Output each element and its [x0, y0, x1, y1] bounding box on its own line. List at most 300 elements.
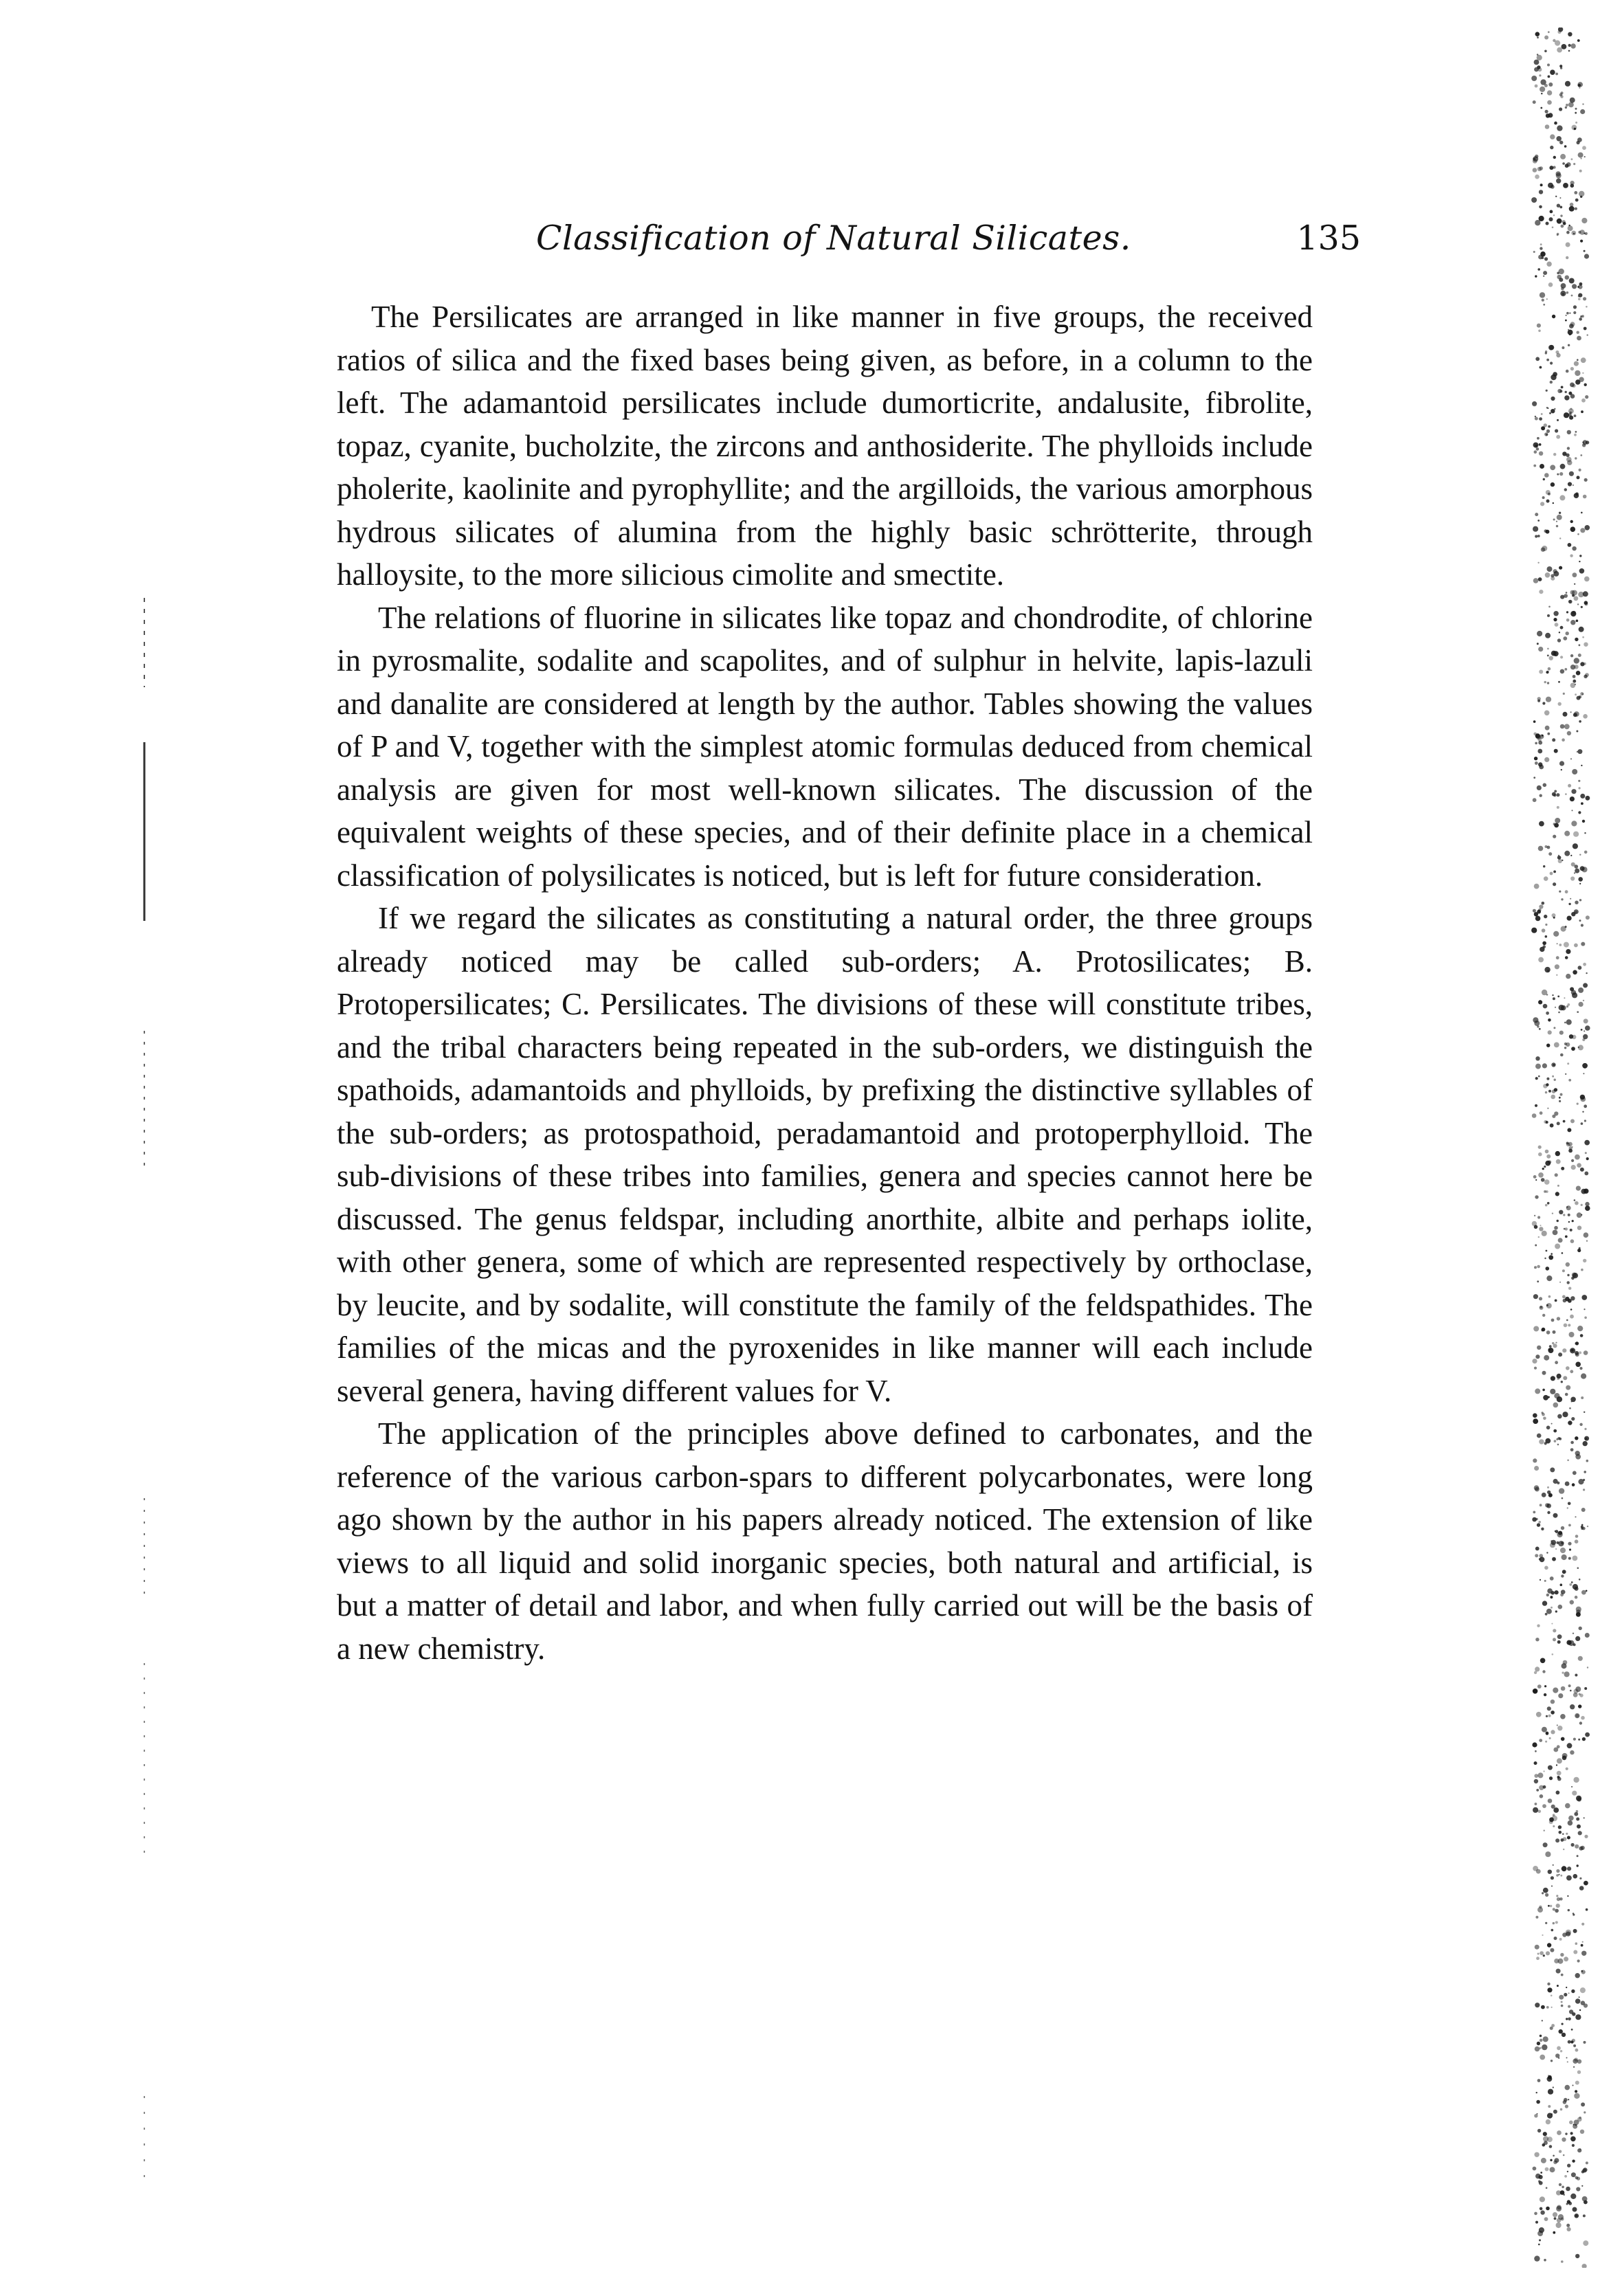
speckle — [1532, 1359, 1537, 1363]
speckle — [1570, 1690, 1572, 1692]
speckle — [1546, 1330, 1551, 1335]
speckle — [1533, 1866, 1538, 1871]
speckle — [1569, 206, 1575, 212]
speckle — [1542, 299, 1544, 302]
speckle — [1534, 1779, 1538, 1783]
speckle — [1568, 2099, 1569, 2100]
speckle — [1561, 283, 1566, 289]
speckle — [1546, 671, 1548, 673]
speckle — [1567, 1274, 1569, 1276]
speckle — [1533, 1807, 1538, 1813]
speckle — [1557, 1777, 1562, 1781]
speckle — [1569, 1583, 1572, 1586]
speckle — [1562, 346, 1564, 349]
speckle — [1580, 240, 1583, 243]
speckle — [1553, 2231, 1555, 2234]
speckle — [1545, 1150, 1549, 1154]
speckle — [1566, 974, 1570, 979]
speckle — [1569, 1407, 1571, 1409]
speckle — [1577, 1825, 1581, 1829]
speckle — [1556, 1874, 1559, 1877]
speckle — [1582, 693, 1584, 695]
speckle — [1532, 1221, 1537, 1226]
speckle — [1578, 153, 1584, 158]
speckle — [1551, 409, 1555, 413]
speckle — [1568, 1221, 1570, 1223]
speckle — [1557, 1185, 1559, 1187]
speckle — [1577, 2177, 1580, 2181]
speckle — [1556, 435, 1560, 439]
speckle — [1537, 36, 1539, 38]
speckle — [1568, 1287, 1571, 1290]
speckle — [1569, 2009, 1573, 2014]
speckle — [1565, 1803, 1570, 1809]
speckle — [1549, 2145, 1553, 2148]
speckle — [1546, 1155, 1551, 1159]
speckle — [1575, 1587, 1579, 1591]
speckle — [1538, 846, 1544, 851]
speckle — [1558, 1605, 1563, 1609]
speckle — [1572, 1483, 1575, 1486]
speckle — [1538, 1146, 1542, 1149]
speckle — [1567, 1743, 1573, 1748]
speckle — [1568, 1640, 1574, 1646]
speckle — [1535, 761, 1538, 765]
speckle — [1569, 416, 1573, 420]
speckle — [1535, 1945, 1540, 1950]
speckle — [1573, 484, 1574, 486]
speckle — [1584, 1835, 1588, 1838]
speckle — [1555, 1361, 1558, 1364]
speckle — [1564, 1957, 1568, 1961]
speckle — [1570, 987, 1574, 991]
speckle — [1547, 970, 1549, 972]
speckle — [1546, 500, 1550, 503]
speckle — [1576, 2187, 1580, 2191]
speckle — [1570, 520, 1573, 523]
speckle — [1577, 533, 1579, 535]
speckle — [1557, 1724, 1558, 1726]
speckle — [1579, 644, 1581, 646]
speckle — [1553, 1230, 1558, 1236]
speckle — [1533, 909, 1536, 913]
speckle — [1581, 2185, 1583, 2187]
speckle — [1550, 361, 1553, 364]
speckle — [1559, 632, 1560, 633]
speckle — [1571, 1417, 1575, 1420]
speckle — [1567, 1507, 1568, 1508]
speckle — [1563, 1214, 1565, 1216]
speckle — [1575, 1201, 1579, 1205]
speckle — [1539, 1227, 1543, 1231]
speckle — [1537, 1953, 1540, 1955]
speckle — [1575, 1973, 1580, 1978]
speckle — [1537, 697, 1541, 700]
speckle — [1562, 1756, 1567, 1761]
speckle — [1584, 1018, 1588, 1023]
speckle — [1555, 196, 1557, 197]
speckle — [1563, 1299, 1567, 1303]
speckle — [1570, 1704, 1575, 1709]
speckle — [1570, 555, 1573, 557]
speckle — [1581, 765, 1582, 766]
speckle — [1543, 2036, 1548, 2042]
speckle — [1542, 2044, 1547, 2050]
speckle — [1541, 1528, 1544, 1530]
speckle — [1553, 917, 1555, 919]
speckle — [1537, 2113, 1538, 2115]
speckle — [1547, 100, 1552, 105]
speckle — [1555, 1192, 1559, 1196]
speckle — [1584, 832, 1586, 834]
speckle — [1573, 1777, 1579, 1783]
speckle — [1551, 577, 1555, 581]
speckle — [1539, 1906, 1542, 1908]
speckle — [1555, 1838, 1559, 1842]
speckle — [1553, 569, 1557, 573]
speckle — [1575, 431, 1577, 433]
speckle — [1566, 1319, 1568, 1322]
speckle — [1548, 2075, 1552, 2080]
speckle — [1548, 282, 1553, 287]
speckle — [1544, 967, 1550, 972]
speckle — [1559, 1438, 1562, 1440]
speckle — [1570, 2194, 1576, 2199]
speckle — [1567, 1003, 1570, 1006]
speckle — [1586, 1908, 1588, 1911]
speckle — [1536, 2100, 1540, 2104]
speckle — [1585, 395, 1588, 399]
speckle — [1567, 2171, 1568, 2172]
speckle — [1546, 1951, 1550, 1955]
speckle — [1572, 611, 1576, 615]
speckle — [1552, 1213, 1553, 1214]
speckle — [1564, 942, 1569, 948]
speckle — [1579, 1996, 1580, 1998]
speckle — [1578, 654, 1581, 657]
speckle — [1535, 1388, 1540, 1394]
speckle — [1536, 2092, 1537, 2093]
speckle — [1559, 472, 1563, 476]
speckle — [1564, 1047, 1566, 1049]
body-text — [337, 296, 1313, 1670]
speckle — [1553, 1825, 1555, 1827]
speckle — [1553, 1688, 1558, 1693]
speckle — [1569, 333, 1571, 335]
speckle — [1535, 1064, 1541, 1069]
speckle — [1540, 947, 1544, 952]
speckle — [1539, 821, 1544, 827]
speckle — [1574, 872, 1575, 873]
speckle — [1561, 2260, 1564, 2263]
speckle — [1550, 381, 1553, 383]
speckle — [1583, 1000, 1584, 1001]
speckle — [1577, 1855, 1579, 1857]
speckle — [1546, 407, 1548, 409]
speckle — [1584, 1428, 1586, 1430]
speckle — [1545, 1922, 1547, 1924]
speckle — [1576, 1186, 1581, 1191]
speckle — [1570, 408, 1573, 410]
speckle — [1575, 1539, 1579, 1543]
speckle — [1581, 1269, 1584, 1271]
speckle — [1548, 1765, 1553, 1770]
speckle — [1567, 916, 1572, 921]
speckle — [1578, 988, 1584, 993]
speckle — [1585, 232, 1588, 235]
speckle — [1537, 324, 1541, 328]
speckle — [1577, 141, 1580, 144]
speckle — [1542, 1413, 1545, 1416]
speckle — [1579, 720, 1581, 723]
speckle — [1570, 181, 1575, 185]
speckle — [1576, 671, 1581, 676]
speckle — [1577, 1249, 1581, 1252]
speckle — [1574, 583, 1575, 585]
speckle — [1548, 113, 1553, 118]
speckle — [1557, 943, 1558, 944]
speckle — [1560, 154, 1566, 159]
speckle — [1581, 2000, 1586, 2005]
speckle — [1535, 416, 1536, 417]
speckle — [1575, 379, 1580, 384]
speckle — [1535, 1179, 1537, 1181]
speckle — [1547, 1987, 1552, 1992]
speckle — [1537, 631, 1542, 636]
speckle — [1563, 222, 1566, 225]
speckle — [1553, 156, 1556, 159]
speckle — [1577, 1226, 1581, 1230]
speckle — [1544, 1580, 1546, 1582]
speckle — [1538, 577, 1542, 581]
speckle — [1553, 1027, 1555, 1029]
speckle — [1553, 1638, 1556, 1641]
speckle — [1559, 2150, 1562, 2153]
speckle — [1556, 974, 1557, 976]
speckle — [1545, 572, 1551, 578]
speckle — [1560, 2108, 1563, 2111]
speckle — [1585, 1152, 1587, 1154]
speckle — [1556, 1869, 1559, 1873]
speckle — [1572, 992, 1577, 998]
speckle — [1585, 673, 1589, 677]
speckle — [1567, 731, 1571, 735]
speckle — [1568, 102, 1574, 108]
speckle — [1533, 2167, 1537, 2171]
speckle — [1553, 1064, 1555, 1065]
speckle — [1551, 1607, 1553, 1609]
speckle — [1533, 1413, 1537, 1418]
speckle — [1570, 683, 1576, 689]
speckle — [1532, 1113, 1537, 1118]
speckle — [1546, 1304, 1548, 1306]
speckle — [1557, 515, 1562, 520]
speckle — [1568, 600, 1572, 603]
speckle — [1579, 627, 1584, 632]
speckle — [1557, 806, 1559, 809]
speckle — [1551, 1376, 1555, 1381]
speckle — [1548, 1160, 1551, 1163]
speckle — [1550, 1124, 1554, 1128]
speckle — [1537, 437, 1540, 440]
speckle — [1547, 1943, 1551, 1947]
paragraph-carbonates: The application of the principles above defined to carbonates, and the reference of the various carbon-spars to different polycarbonates, were long ago shown by the author in his papers already noticed. The extension of like views to all liquid and solid inorganic species, both natural and artificial, is but a matter of detail and labor, and when fully carried out will be the basis of a new chemistry. — [337, 1416, 1313, 1666]
speckle — [1547, 1983, 1550, 1985]
speckle — [1580, 109, 1585, 114]
speckle — [1558, 1012, 1560, 1014]
speckle — [1563, 693, 1565, 695]
speckle — [1533, 526, 1538, 532]
speckle — [1546, 2006, 1549, 2009]
speckle — [1547, 64, 1550, 67]
speckle — [1548, 1905, 1550, 1907]
speckle — [1545, 633, 1551, 638]
speckle — [1547, 90, 1552, 95]
speckle — [1537, 1434, 1542, 1438]
speckle — [1585, 1205, 1590, 1211]
speckle — [1557, 1745, 1560, 1748]
speckle — [1559, 1938, 1562, 1941]
speckle — [1533, 1511, 1535, 1514]
speckle — [1579, 170, 1582, 172]
speckle — [1577, 603, 1579, 605]
speckle — [1581, 410, 1584, 413]
speckle — [1549, 217, 1553, 221]
speckle — [1570, 898, 1571, 900]
speckle — [1540, 292, 1545, 298]
speckle — [1575, 2090, 1577, 2093]
speckle — [1560, 1583, 1563, 1586]
speckle — [1561, 386, 1564, 389]
speckle — [1556, 179, 1561, 183]
speckle — [1561, 1574, 1564, 1577]
speckle — [1584, 1140, 1590, 1146]
speckle — [1539, 1297, 1542, 1300]
speckle — [1537, 535, 1540, 537]
speckle — [1574, 2093, 1579, 2099]
speckle — [1554, 823, 1559, 828]
speckle — [1584, 1817, 1585, 1818]
speckle — [1559, 278, 1563, 282]
speckle — [1546, 1012, 1549, 1015]
speckle — [1575, 199, 1579, 202]
speckle — [1572, 546, 1576, 550]
speckle — [1558, 1825, 1562, 1829]
speckle — [1567, 1281, 1570, 1284]
speckle — [1575, 112, 1577, 114]
speckle — [1571, 1581, 1573, 1583]
speckle — [1535, 1916, 1538, 1919]
speckle — [1568, 392, 1572, 395]
speckle — [1552, 227, 1554, 229]
speckle — [1542, 2020, 1543, 2021]
speckle — [1578, 1831, 1582, 1835]
speckle — [1533, 1017, 1538, 1023]
speckle — [1575, 1351, 1579, 1355]
speckle — [1563, 712, 1568, 717]
speckle — [1535, 1547, 1540, 1551]
speckle — [1545, 1613, 1548, 1616]
speckle — [1570, 758, 1572, 759]
speckle — [1572, 125, 1577, 131]
speckle — [1575, 1451, 1580, 1456]
speckle — [1542, 1804, 1546, 1808]
speckle — [1553, 519, 1555, 521]
speckle — [1569, 278, 1575, 284]
speckle — [1568, 1502, 1571, 1506]
speckle — [1540, 1557, 1545, 1562]
speckle — [1584, 1412, 1585, 1413]
speckle — [1573, 1950, 1577, 1954]
speckle — [1539, 670, 1543, 674]
speckle — [1543, 271, 1547, 275]
speckle — [1565, 890, 1568, 893]
speckle — [1539, 74, 1541, 76]
speckle — [1575, 693, 1577, 695]
speckle — [1581, 1122, 1584, 1125]
speckle — [1568, 1557, 1571, 1560]
speckle — [1577, 476, 1580, 479]
speckle — [1560, 669, 1565, 674]
speckle — [1562, 1570, 1566, 1574]
speckle — [1537, 1280, 1539, 1282]
speckle — [1557, 1317, 1560, 1320]
speckle — [1584, 383, 1587, 386]
speckle — [1546, 1190, 1548, 1193]
speckle — [1587, 334, 1588, 335]
speckle — [1568, 1524, 1571, 1527]
speckle — [1582, 103, 1584, 104]
speckle — [1581, 1396, 1584, 1399]
speckle — [1566, 291, 1569, 294]
speckle — [1553, 882, 1556, 886]
speckle — [1574, 944, 1578, 948]
speckle — [1561, 1737, 1565, 1741]
speckle — [1579, 555, 1581, 557]
speckle — [1533, 251, 1535, 253]
speckle — [1573, 1556, 1578, 1561]
speckle — [1553, 1513, 1558, 1518]
speckle — [1562, 162, 1565, 165]
speckle — [1584, 1471, 1586, 1473]
speckle — [1561, 1167, 1564, 1170]
speckle — [1535, 175, 1540, 179]
speckle — [1538, 1152, 1542, 1157]
speckle — [1554, 1111, 1558, 1115]
speckle — [1568, 1324, 1570, 1326]
speckle — [1568, 784, 1571, 788]
speckle — [1535, 1056, 1540, 1060]
speckle — [1557, 1220, 1559, 1222]
speckle — [1581, 1923, 1584, 1926]
speckle — [1568, 1992, 1570, 1994]
speckle — [1574, 1812, 1578, 1816]
speckle — [1543, 783, 1547, 788]
speckle — [1581, 512, 1583, 514]
speckle — [1534, 1266, 1537, 1269]
speckle — [1562, 293, 1564, 295]
speckle — [1542, 1389, 1545, 1392]
speckle — [1545, 1741, 1547, 1743]
speckle — [1584, 156, 1586, 157]
speckle — [1567, 447, 1570, 449]
speckle — [1570, 526, 1576, 532]
speckle — [1572, 1220, 1574, 1222]
speckle — [1577, 696, 1581, 700]
speckle — [1538, 1236, 1540, 1238]
speckle — [1562, 1295, 1566, 1299]
speckle — [1558, 1693, 1563, 1698]
